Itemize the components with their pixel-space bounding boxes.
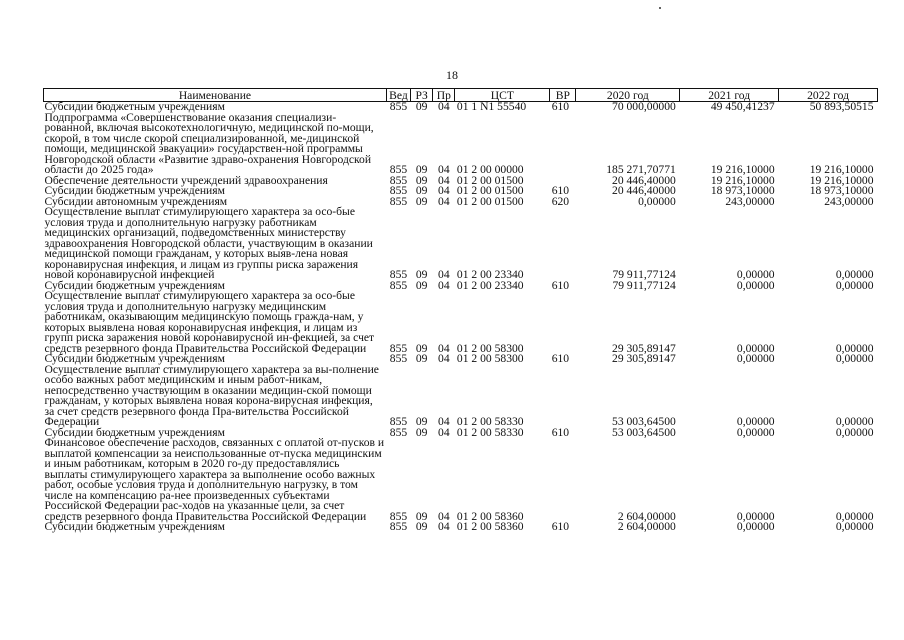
table-row [44,522,878,533]
cell-vr [550,291,576,354]
cell-name: Обеспечение деятельности учреждений здравоохранения [44,173,328,187]
cell-2021: 0,00000 [736,415,775,428]
cell-rz: 09 [415,341,428,355]
cell-2021: 0,00000 [736,520,775,533]
cell-ved: 855 [389,520,408,533]
cell-name: Субсидии бюджетным учреждениям [44,520,225,533]
cell-pr: 04 [438,352,450,365]
cell-2020: 53 003,64500 [612,425,676,439]
cell-2021: 243,00000 [725,194,775,208]
cell-2022: 19 216,10000 [809,173,874,187]
cell-ved: 855 [389,509,408,523]
cell-rz: 09 [415,173,428,187]
page-number: 18 [446,68,458,82]
cell-2022: 243,00000 [824,194,874,208]
cell-2021: 19 216,10000 [710,173,775,187]
cell-name: Осуществление выплат стимулирующего характера за вы-полнение особо важных работ медицинским и иным работ-никам, непосредственно участвующим в оказании медицин-ской помощи гражданам, у которых выявлена новая корона-вирусная инфекция, за счет средств резервного фонда Пра-вительства Российской Федерации [44,362,379,428]
table-row [44,113,878,176]
scan-speck [659,7,661,9]
cell-rz: 09 [415,268,428,281]
cell-vr: 610 [551,520,570,533]
cell-rz: 09 [415,415,428,428]
table-row [44,365,878,428]
cell-2022: 0,00000 [835,415,874,428]
header-col-ved: Вед [386,89,410,102]
cell-2022: 0,00000 [835,509,874,523]
header-col-2020: 2020 год [576,89,680,102]
cell-2020: 20 446,40000 [612,184,676,197]
cell-cst: 01 2 00 01500 [456,173,524,187]
cell-2021: 49 450,41237 [710,100,775,113]
cell-ved: 855 [389,268,408,281]
cell-2021: 0,00000 [736,278,775,292]
cell-2021: 19 216,10000 [710,163,775,176]
cell-2020: 2 604,00000 [617,509,676,523]
cell-2021: 0,00000 [736,352,775,365]
cell-vr: 610 [551,278,570,292]
cell-pr: 04 [438,184,450,197]
cell-name: Субсидии бюджетным учреждениям [44,278,225,292]
cell-pr: 04 [438,415,450,428]
cell-rz: 09 [415,100,428,113]
cell-rz: 09 [415,425,428,439]
header-col-cst: ЦСТ [455,89,550,102]
cell-ved: 855 [389,184,408,197]
cell-cst: 01 2 00 58300 [456,341,524,355]
cell-cst: 01 2 00 01500 [456,194,524,208]
cell-cst: 01 2 00 00000 [456,163,524,176]
cell-2022: 0,00000 [835,520,874,533]
cell-name: Финансовое обеспечение расходов, связанных с оплатой от-пусков и выплатой компенсации за неиспользованные от-пуска медицинским и иным работникам, которым в 2020 го-ду предоставлялись выплаты стимулирующего характера за выполнение особо важных работ, особые условия труда и дополнительную нагрузку, в том числе на компенсацию ра-нее произведенных субъектами Российской Федерации рас-ходов на указанные цели, за счет средств резервного фонда Правительства Российской Федерации [44,436,385,523]
cell-2020: 20 446,40000 [612,173,676,187]
cell-2022: 0,00000 [835,425,874,439]
header-col-pr: Пр [433,89,455,102]
header-col-name: Наименование [44,89,387,102]
cell-vr: 610 [551,100,570,113]
cell-ved: 855 [389,163,408,176]
cell-2022: 0,00000 [835,278,874,292]
cell-name: Субсидии бюджетным учреждениям [44,100,225,113]
cell-2022: 0,00000 [835,341,874,355]
cell-2021: 0,00000 [736,425,775,439]
cell-ved: 855 [389,278,408,292]
cell-ved: 855 [389,425,408,439]
cell-pr: 04 [438,509,450,523]
cell-pr: 04 [438,341,450,355]
cell-2020: 29 305,89147 [612,352,676,365]
cell-2022: 50 893,50515 [809,100,874,113]
cell-rz: 09 [415,194,428,208]
cell-rz: 09 [415,520,428,533]
cell-cst: 01 2 00 58360 [456,509,524,523]
cell-rz: 09 [415,278,428,292]
header-col-vr: ВР [550,89,576,102]
table-row [44,438,878,522]
cell-rz: 09 [415,184,428,197]
cell-2021: 0,00000 [736,268,775,281]
cell-cst: 01 2 00 01500 [456,184,524,197]
cell-2020: 79 911,77124 [612,268,676,281]
cell-pr: 04 [438,100,450,113]
cell-cst: 01 2 00 58330 [456,425,524,439]
cell-2021: 0,00000 [736,341,775,355]
cell-2020: 70 000,00000 [612,100,676,113]
cell-name: Субсидии автономным учреждениям [44,194,228,208]
cell-ved: 855 [389,173,408,187]
cell-pr: 04 [438,520,450,533]
table-body [44,102,878,533]
cell-2021: 18 973,10000 [710,184,775,197]
cell-cst: 01 2 00 58360 [456,520,524,533]
cell-pr: 04 [438,173,450,187]
cell-ved: 855 [389,352,408,365]
cell-2020: 29 305,89147 [612,341,676,355]
cell-pr: 04 [438,163,450,176]
budget-table [43,88,878,533]
cell-rz: 09 [415,352,428,365]
cell-2022: 19 216,10000 [809,163,874,176]
cell-ved: 855 [389,415,408,428]
cell-2022: 18 973,10000 [809,184,874,197]
cell-2020: 185 271,70771 [606,163,676,176]
cell-cst: 01 2 00 58330 [456,415,524,428]
header-col-2022: 2022 год [779,89,878,102]
cell-pr: 04 [438,278,450,292]
header-col-rz: РЗ [411,89,433,102]
cell-2020: 2 604,00000 [617,520,676,533]
cell-2022: 0,00000 [835,352,874,365]
cell-ved: 855 [389,341,408,355]
cell-vr: 610 [551,184,570,197]
cell-2020: 79 911,77124 [612,278,676,292]
cell-2022: 0,00000 [835,268,874,281]
cell-cst: 01 2 00 23340 [456,278,524,292]
cell-cst: 01 2 00 23340 [456,268,524,281]
cell-name: Субсидии бюджетным учреждениям [44,425,225,439]
cell-pr: 04 [438,425,450,439]
cell-2020: 0,00000 [638,194,676,208]
cell-name: Подпрограмма «Совершенствование оказания специализи-рованной, включая высокотехнологичную, медицинской по-мощи, скорой, в том числе скорой специализированной, ме-дицинской помощи, медицинской эвакуации» государствен-ной программы Новгородской области «Развитие здраво-охранения Новгородской области до 2025 года» [44,110,374,176]
cell-rz: 09 [415,163,428,176]
cell-2020: 53 003,64500 [612,415,676,428]
cell-rz: 09 [415,509,428,523]
cell-vr [550,438,576,522]
header-col-2021: 2021 год [680,89,779,102]
cell-name: Осуществление выплат стимулирующего характера за осо-бые условия труда и дополнительную нагрузку медицинским работникам, оказывающим медицинскую помощь гражда-нам, у которых выявлена новая коронавирусная инфекция, и лицам из групп риска заражения новой коронавирусной ин-фекцией, за счет средств резервного фонда Правительства Российской Федерации [44,289,375,355]
cell-vr [550,365,576,428]
cell-name: Субсидии бюджетным учреждениям [44,352,225,365]
cell-vr [550,113,576,176]
cell-pr: 04 [438,268,450,281]
cell-vr [550,207,576,281]
cell-ved: 855 [389,100,408,113]
cell-vr: 620 [551,194,570,208]
cell-pr: 04 [438,194,450,208]
cell-2021: 0,00000 [736,509,775,523]
cell-vr: 610 [551,425,570,439]
cell-name: Субсидии бюджетным учреждениям [44,184,225,197]
cell-cst: 01 1 N1 55540 [456,100,527,113]
table-row [44,291,878,354]
cell-name: Осуществление выплат стимулирующего характера за осо-бые условия труда и дополнительную нагрузку работникам медицинских организаций, подведомственных министерству здравоохранения Новгородской области, участвующим в оказании медицинской помощи гражданам, у которых выяв-лена новая коронавирусная инфекция, и лицам из группы риска заражения новой коронавирусной инфекцией [44,205,373,281]
cell-cst: 01 2 00 58300 [456,352,524,365]
table-row [44,207,878,281]
cell-ved: 855 [389,194,408,208]
cell-vr: 610 [551,352,570,365]
